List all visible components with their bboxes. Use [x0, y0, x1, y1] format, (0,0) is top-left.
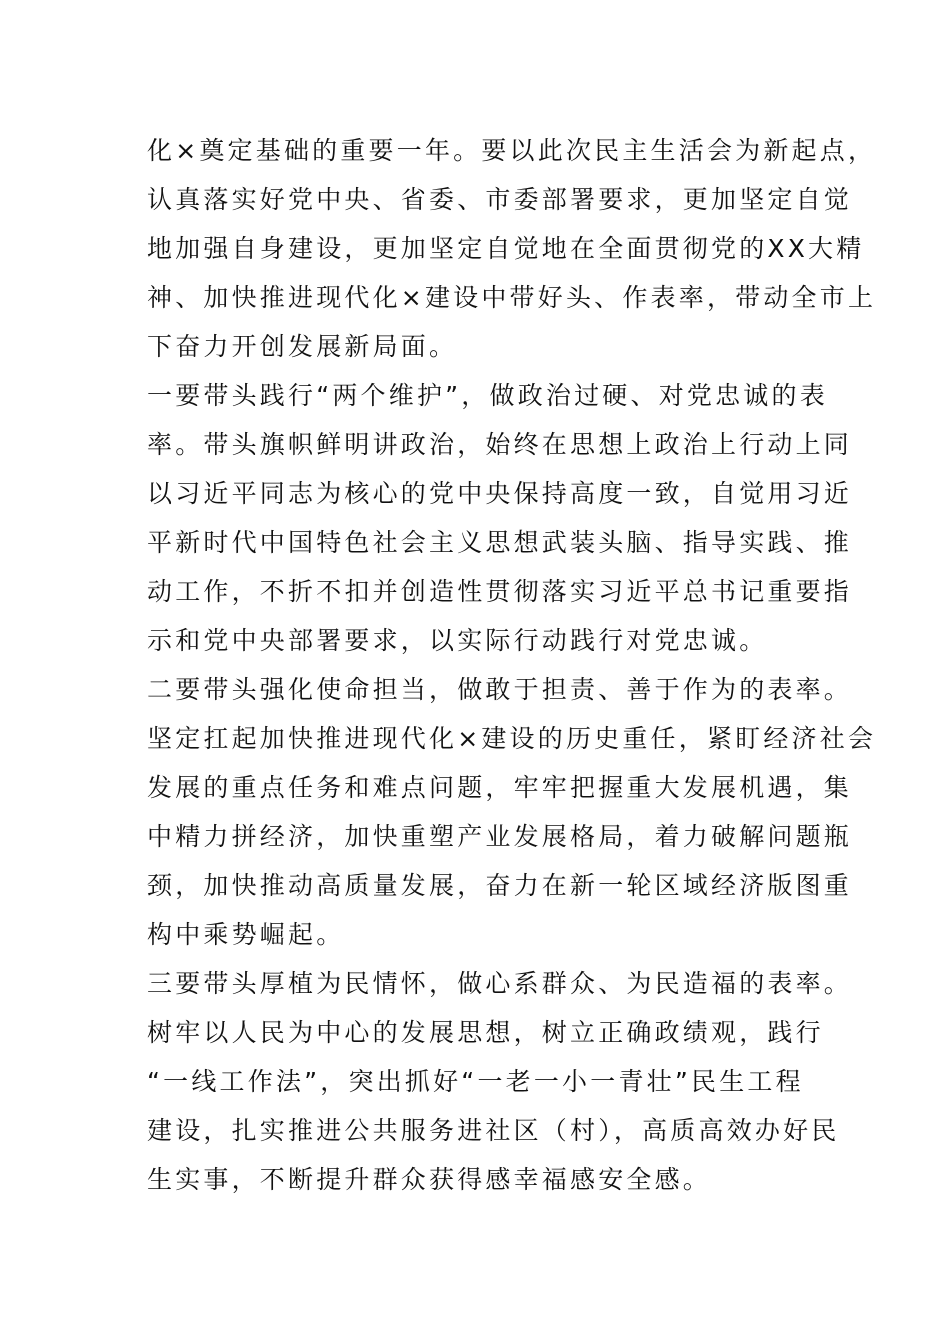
text-line: 树牢以人民为中心的发展思想，树立正确政绩观，践行: [147, 1018, 824, 1047]
text-line: 一要带头践行“两个维护”，做政治过硬、对党忠诚的表: [147, 381, 828, 410]
text-line: “一线工作法”，突出抓好“一老一小一青壮”民生工程: [147, 1067, 804, 1096]
text-line: 坚定扛起加快推进现代化×建设的历史重任，紧盯经济社会: [147, 724, 877, 753]
text-line: 中精力拼经济，加快重塑产业发展格局，着力破解问题瓶: [147, 822, 853, 851]
text-line: 构中乘势崛起。: [147, 920, 345, 949]
text-line: 化×奠定基础的重要一年。要以此次民主生活会为新起点，: [147, 136, 877, 165]
text-line: 平新时代中国特色社会主义思想武装头脑、指导实践、推: [147, 528, 853, 557]
text-line: 动工作，不折不扣并创造性贯彻落实习近平总书记重要指: [147, 577, 853, 606]
text-line: 率。带头旗帜鲜明讲政治，始终在思想上政治上行动上同: [147, 430, 853, 459]
text-line: 示和党中央部署要求，以实际行动践行对党忠诚。: [147, 626, 768, 655]
text-line: 认真落实好党中央、省委、市委部署要求，更加坚定自觉: [147, 185, 853, 214]
document-body: [147, 126, 877, 1204]
text-line: 颈，加快推动高质量发展，奋力在新一轮区域经济版图重: [147, 871, 853, 900]
text-line: 神、加快推进现代化×建设中带好头、作表率，带动全市上: [147, 283, 877, 312]
text-line: 二要带头强化使命担当，做敢于担责、善于作为的表率。: [147, 675, 853, 704]
text-line: 地加强自身建设，更加坚定自觉地在全面贯彻党的XX大精: [147, 234, 865, 263]
text-line: 建设，扎实推进公共服务进社区（村），高质高效办好民: [147, 1116, 840, 1145]
text-line: 发展的重点任务和难点问题，牢牢把握重大发展机遇，集: [147, 773, 853, 802]
text-line: 三要带头厚植为民情怀，做心系群众、为民造福的表率。: [147, 969, 853, 998]
text-line: 以习近平同志为核心的党中央保持高度一致，自觉用习近: [147, 479, 853, 508]
text-line: 下奋力开创发展新局面。: [147, 332, 458, 361]
text-line: 生实事，不断提升群众获得感幸福感安全感。: [147, 1165, 712, 1194]
